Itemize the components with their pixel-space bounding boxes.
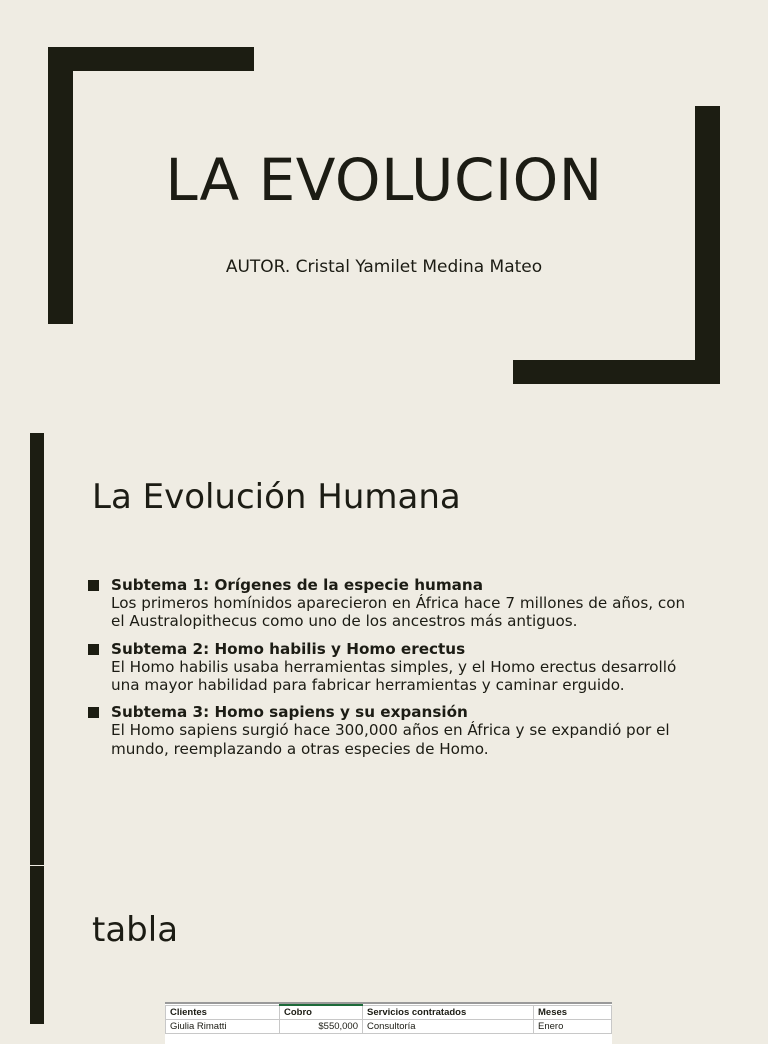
data-table: [165, 1004, 612, 1034]
column-header-clientes: Clientes: [166, 1005, 280, 1020]
table-header-row: [166, 1005, 612, 1020]
left-accent-bar: [30, 433, 44, 865]
title-slide: [0, 0, 768, 432]
table-cell: Giulia Rimatti: [166, 1020, 280, 1034]
square-bullet-icon: [88, 580, 99, 591]
slide-heading: tabla: [92, 910, 179, 950]
frame-corner-bottom-right-horizontal: [513, 360, 720, 384]
bullet-text: El Homo sapiens surgió hace 300,000 años en África y se expandió por el mundo, reemplazando a otras especies de Homo.: [111, 721, 670, 758]
column-header-servicios: Servicios contratados: [363, 1005, 534, 1020]
bullet-heading: Subtema 2: Homo habilis y Homo erectus: [111, 639, 466, 658]
table-row: [166, 1020, 612, 1034]
presentation-title: LA EVOLUCION: [165, 146, 603, 214]
bullet-heading: Subtema 1: Orígenes de la especie humana: [111, 576, 483, 594]
slide-heading: La Evolución Humana: [92, 477, 461, 517]
column-header-meses: Meses: [534, 1005, 612, 1020]
square-bullet-icon: [88, 644, 99, 655]
frame-corner-top-left-horizontal: [48, 47, 254, 71]
table-slide: [0, 866, 768, 1032]
bullet-heading: Subtema 3: Homo sapiens y su expansión: [111, 703, 468, 722]
table-cell: $550,000: [280, 1020, 363, 1034]
left-accent-bar: [30, 866, 44, 1024]
bullet-list: [88, 576, 688, 767]
table-cell: Consultoría: [363, 1020, 534, 1034]
column-header-cobro: Cobro: [280, 1005, 363, 1020]
bullet-item: [88, 576, 688, 631]
table-cell: Enero: [534, 1020, 612, 1034]
bullet-text: El Homo habilis usaba herramientas simples, y el Homo erectus desarrolló una mayor habilidad para fabricar herramientas y caminar erguido.: [111, 657, 677, 695]
author-subtitle: AUTOR. Cristal Yamilet Medina Mateo: [225, 257, 543, 277]
bullet-text: Los primeros homínidos aparecieron en África hace 7 millones de años, con el Australopithecus como uno de los ancestros más antiguos.: [111, 594, 686, 631]
bullet-item: [88, 703, 688, 758]
bullet-item: [88, 640, 688, 695]
spreadsheet-table-image: [165, 1002, 612, 1044]
square-bullet-icon: [88, 707, 99, 718]
content-slide: [0, 433, 768, 865]
